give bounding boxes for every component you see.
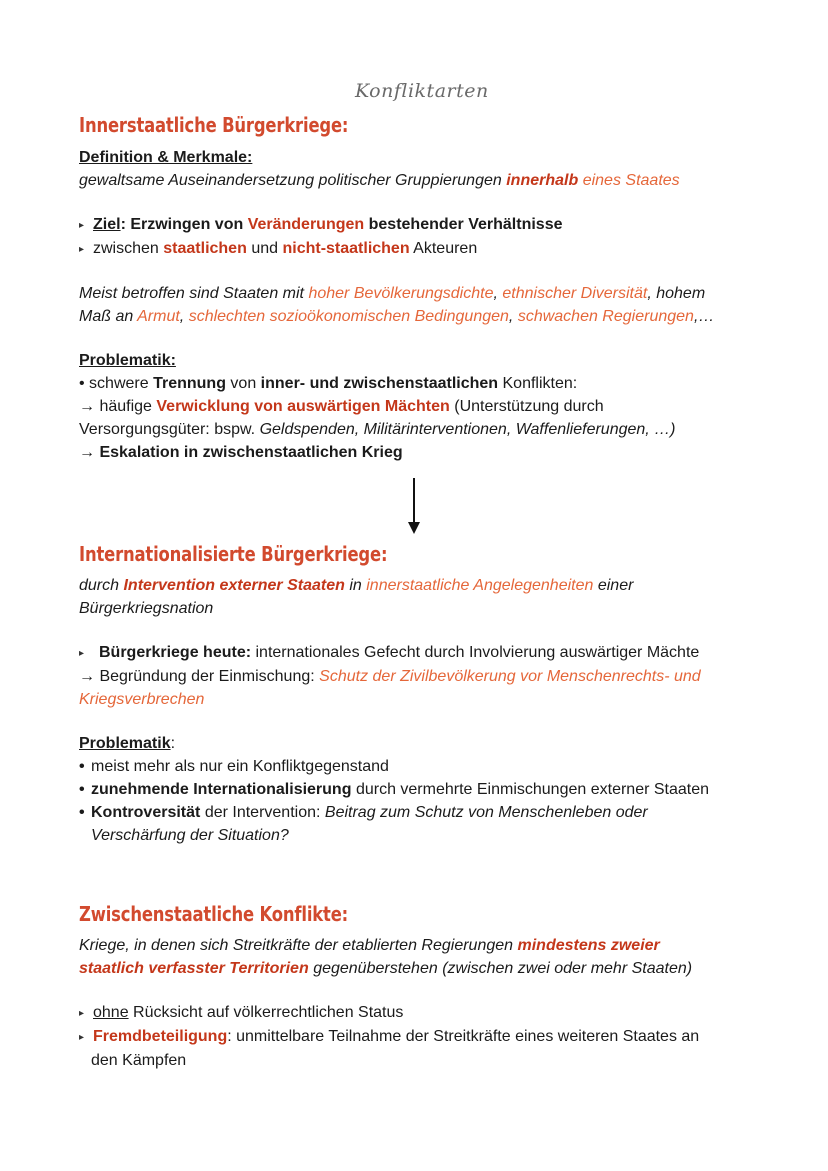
definition-label: Definition & Merkmale:: [79, 149, 253, 166]
section-zwischenstaatlich: [79, 934, 759, 1072]
definition-line-1: durch Intervention externer Staaten in innerstaatliche Angelegenheiten einer: [79, 577, 634, 594]
begruendung-line-1: → Begründung der Einmischung: Schutz der Zivilbevölkerung vor Menschenrechts- und: [79, 668, 701, 685]
problematik-line-1: • schwere Trennung von inner- und zwischenstaatlichen Konflikten:: [79, 375, 578, 392]
section-heading-innerstaatlich: Innerstaatliche Bürgerkriege:: [79, 113, 349, 137]
triangle-bullet-icon: ▸: [79, 648, 85, 659]
section-internationalisiert: [79, 574, 759, 847]
down-arrow-icon: [407, 478, 421, 534]
list-item: • zunehmende Internationalisierung durch vermehrte Einmischungen externer Staaten: [79, 781, 710, 798]
bullet-heute: ▸ Bürgerkriege heute: internationales Gefecht durch Involvierung auswärtiger Mächte: [79, 641, 759, 665]
problematik-label: Problematik:: [79, 735, 176, 752]
list-item: • meist mehr als nur ein Konfliktgegenstand: [79, 758, 389, 775]
bullet-akteure: ▸ zwischen staatlichen und nicht-staatlichen Akteuren: [79, 237, 759, 261]
problematik-line-2: → häufige Verwicklung von auswärtigen Mächten (Unterstützung durch: [79, 398, 604, 415]
bullet-ziel: ▸ Ziel: Erzwingen von Veränderungen bestehender Verhältnisse: [79, 213, 759, 237]
page-title: Konfliktarten: [355, 80, 489, 102]
problematik-label: Problematik:: [79, 352, 176, 369]
paragraph-betroffen-2: Maß an Armut, schlechten sozioökonomischen Bedingungen, schwachen Regierungen,…: [79, 308, 715, 325]
triangle-bullet-icon: ▸: [79, 244, 85, 255]
definition-line-2: Bürgerkriegsnation: [79, 600, 214, 617]
section-innerstaatlich: [79, 146, 759, 464]
section-heading-zwischenstaatlich: Zwischenstaatliche Konflikte:: [79, 902, 349, 926]
definition-text: gewaltsame Auseinandersetzung politischer Gruppierungen innerhalb eines Staates: [79, 172, 680, 189]
bullet-continuation: den Kämpfen: [91, 1052, 187, 1069]
list-item: • Kontroversität der Intervention: Beitrag zum Schutz von Menschenleben oder: [79, 804, 648, 821]
definition-line-2: staatlich verfasster Territorien gegenüberstehen (zwischen zwei oder mehr Staaten): [79, 960, 693, 977]
bullet-ohne: ▸ ohne Rücksicht auf völkerrechtlichen Status: [79, 1001, 759, 1025]
list-item-continuation: Verschärfung der Situation?: [91, 827, 289, 844]
triangle-bullet-icon: ▸: [79, 220, 85, 231]
section-heading-internationalisiert: Internationalisierte Bürgerkriege:: [79, 542, 388, 566]
begruendung-line-2: Kriegsverbrechen: [79, 691, 205, 708]
definition-line-1: Kriege, in denen sich Streitkräfte der etablierten Regierungen mindestens zweier: [79, 937, 660, 954]
problematik-line-3: Versorgungsgüter: bspw. Geldspenden, Militärinterventionen, Waffenlieferungen, …): [79, 421, 676, 438]
triangle-bullet-icon: ▸: [79, 1032, 85, 1043]
triangle-bullet-icon: ▸: [79, 1008, 85, 1019]
bullet-fremdbeteiligung: ▸ Fremdbeteiligung: unmittelbare Teilnahme der Streitkräfte eines weiteren Staates an: [79, 1025, 759, 1049]
problematik-line-4: → Eskalation in zwischenstaatlichen Krieg: [79, 444, 403, 461]
paragraph-betroffen-1: Meist betroffen sind Staaten mit hoher Bevölkerungsdichte, ethnischer Diversität, hohem: [79, 285, 706, 302]
